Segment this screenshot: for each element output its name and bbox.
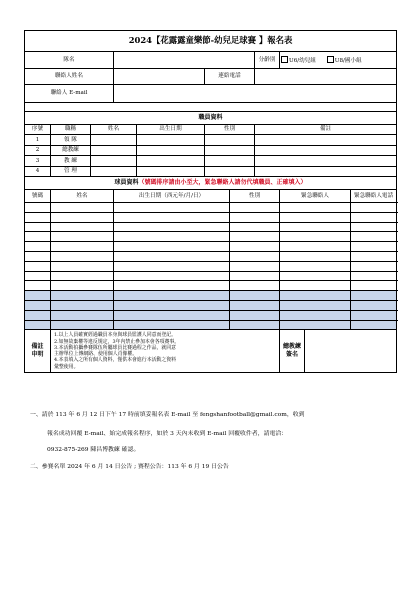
player-birth-input[interactable] bbox=[114, 203, 230, 213]
player-number-input[interactable] bbox=[25, 242, 51, 252]
player-birth-input[interactable] bbox=[114, 300, 230, 310]
staff-name-input[interactable] bbox=[91, 166, 137, 177]
player-emergency-phone-input[interactable] bbox=[351, 203, 397, 213]
staff-gender-input[interactable] bbox=[205, 156, 255, 167]
group-options bbox=[280, 52, 397, 69]
group-label: 分齡別 bbox=[255, 52, 280, 69]
player-name-input[interactable] bbox=[51, 203, 114, 213]
player-emergency-phone-input[interactable] bbox=[351, 281, 397, 291]
staff-note-input[interactable] bbox=[255, 145, 397, 156]
player-number-input[interactable] bbox=[25, 320, 51, 330]
player-birth-input[interactable] bbox=[114, 291, 230, 301]
staff-note-input[interactable] bbox=[255, 135, 397, 146]
player-emergency-phone-input[interactable] bbox=[351, 212, 397, 222]
player-birth-input[interactable] bbox=[114, 261, 230, 271]
footer-line-1: 一、請於 113 年 6 月 12 日下午 17 時前填妥報名表 E-mail 至 fengshanfootball@gmail.com，收到 bbox=[30, 412, 305, 418]
player-emergency-contact-input[interactable] bbox=[280, 261, 351, 271]
player-number-input[interactable] bbox=[25, 212, 51, 222]
form-title: 2024【花露露童樂節-幼兒足球賽 】報名表 bbox=[25, 31, 397, 52]
player-gender-input[interactable] bbox=[230, 281, 280, 291]
players-section-note: （號碼排序請由小至大，緊急聯絡人請勿代填職員、正確填入） bbox=[138, 178, 307, 186]
player-emergency-phone-input[interactable] bbox=[351, 310, 397, 320]
player-number-input[interactable] bbox=[25, 310, 51, 320]
player-name-input[interactable] bbox=[51, 242, 114, 252]
contact-phone-label: 連絡電話 bbox=[205, 68, 255, 85]
contact-name-label: 聯絡人姓名 bbox=[25, 68, 114, 85]
player-name-input[interactable] bbox=[51, 251, 114, 261]
player-emergency-phone-input[interactable] bbox=[351, 291, 397, 301]
staff-header-birth: 出生日期 bbox=[137, 125, 205, 135]
staff-section-title: 職員資料 bbox=[25, 112, 397, 125]
team-input[interactable] bbox=[114, 52, 255, 69]
player-row bbox=[25, 222, 397, 232]
staff-gender-input[interactable] bbox=[205, 166, 255, 177]
player-birth-input[interactable] bbox=[114, 222, 230, 232]
u8-checkbox[interactable] bbox=[327, 56, 334, 63]
remark-item: 1.以上人員確實經過職員本身與球員監護人同意而登記。 bbox=[54, 332, 177, 339]
staff-row-role: 總教練 bbox=[51, 145, 91, 156]
player-emergency-contact-input[interactable] bbox=[280, 232, 351, 242]
u6-option-label: U6/幼兒組 bbox=[289, 57, 316, 64]
player-emergency-phone-input[interactable] bbox=[351, 242, 397, 252]
player-gender-input[interactable] bbox=[230, 203, 280, 213]
player-birth-input[interactable] bbox=[114, 251, 230, 261]
remark-item: 3.本活動拍攝參賽隊伍所屬球員比賽過程之作品，就同意 bbox=[54, 344, 177, 351]
player-emergency-phone-input[interactable] bbox=[351, 300, 397, 310]
player-row bbox=[25, 310, 397, 320]
player-name-input[interactable] bbox=[51, 291, 114, 301]
player-birth-input[interactable] bbox=[114, 212, 230, 222]
contact-email-label: 聯絡人 E-mail bbox=[25, 85, 114, 103]
player-row bbox=[25, 271, 397, 281]
staff-row-no: 3 bbox=[25, 156, 51, 167]
player-name-input[interactable] bbox=[51, 281, 114, 291]
staff-birth-input[interactable] bbox=[137, 145, 205, 156]
player-emergency-phone-input[interactable] bbox=[351, 320, 397, 330]
player-birth-input[interactable] bbox=[114, 242, 230, 252]
staff-row-role: 領 隊 bbox=[51, 135, 91, 146]
coach-sign-line2: 簽名 bbox=[285, 351, 298, 359]
contact-email-input[interactable] bbox=[114, 85, 397, 103]
player-gender-input[interactable] bbox=[230, 320, 280, 330]
contact-name-input[interactable] bbox=[114, 68, 205, 85]
player-row bbox=[25, 281, 397, 291]
player-header-birth: 出生日期（西元年/月/日） bbox=[114, 190, 230, 203]
player-emergency-contact-input[interactable] bbox=[280, 310, 351, 320]
player-row bbox=[25, 203, 397, 213]
player-row bbox=[25, 261, 397, 271]
remark-item: 4.本表填入之所有個人資料，僅供本會進行本活動之資料 bbox=[54, 357, 177, 364]
player-emergency-contact-input[interactable] bbox=[280, 291, 351, 301]
staff-gender-input[interactable] bbox=[205, 145, 255, 156]
player-name-input[interactable] bbox=[51, 212, 114, 222]
footer-line-4: 二、參賽名單 2024 年 6 月 14 日公告 ; 賽程公告：113 年 6 月 19 日公告 bbox=[30, 464, 229, 470]
player-name-input[interactable] bbox=[51, 261, 114, 271]
player-emergency-contact-input[interactable] bbox=[280, 271, 351, 281]
player-gender-input[interactable] bbox=[230, 232, 280, 242]
player-emergency-phone-input[interactable] bbox=[351, 222, 397, 232]
staff-name-input[interactable] bbox=[91, 145, 137, 156]
staff-row bbox=[25, 156, 397, 167]
player-header-name: 姓名 bbox=[51, 190, 114, 203]
player-name-input[interactable] bbox=[51, 222, 114, 232]
player-gender-input[interactable] bbox=[230, 300, 280, 310]
registration-table bbox=[24, 30, 397, 373]
staff-note-input[interactable] bbox=[255, 166, 397, 177]
player-row bbox=[25, 212, 397, 222]
player-row bbox=[25, 291, 397, 301]
player-birth-input[interactable] bbox=[114, 310, 230, 320]
staff-row bbox=[25, 135, 397, 146]
player-name-input[interactable] bbox=[51, 320, 114, 330]
coach-sign-label bbox=[280, 330, 305, 373]
staff-row bbox=[25, 145, 397, 156]
staff-birth-input[interactable] bbox=[137, 135, 205, 146]
staff-row-no: 1 bbox=[25, 135, 51, 146]
player-emergency-contact-input[interactable] bbox=[280, 203, 351, 213]
remark-item: 主辦單位上傳網路、使用個人肖像權。 bbox=[54, 351, 138, 358]
u6-checkbox[interactable] bbox=[281, 56, 288, 63]
player-gender-input[interactable] bbox=[230, 291, 280, 301]
player-emergency-phone-input[interactable] bbox=[351, 232, 397, 242]
remarks-label-line2: 申明 bbox=[31, 351, 44, 359]
player-header-gender: 性別 bbox=[230, 190, 280, 203]
player-number-input[interactable] bbox=[25, 261, 51, 271]
player-number-input[interactable] bbox=[25, 222, 51, 232]
player-number-input[interactable] bbox=[25, 271, 51, 281]
player-emergency-contact-input[interactable] bbox=[280, 281, 351, 291]
staff-header-no: 序號 bbox=[25, 125, 51, 135]
remarks-label-line1: 備註 bbox=[31, 342, 44, 350]
player-gender-input[interactable] bbox=[230, 242, 280, 252]
player-row bbox=[25, 242, 397, 252]
player-row bbox=[25, 251, 397, 261]
player-name-input[interactable] bbox=[51, 271, 114, 281]
team-label: 隊名 bbox=[25, 52, 114, 69]
remarks-list bbox=[51, 330, 280, 373]
staff-row-no: 4 bbox=[25, 166, 51, 177]
player-emergency-phone-input[interactable] bbox=[351, 261, 397, 271]
staff-birth-input[interactable] bbox=[137, 166, 205, 177]
player-rows bbox=[25, 203, 397, 330]
staff-name-input[interactable] bbox=[91, 135, 137, 146]
player-number-input[interactable] bbox=[25, 203, 51, 213]
player-number-input[interactable] bbox=[25, 300, 51, 310]
footer-line-3: 0932-875-269 陳昌博教練 確認。 bbox=[47, 447, 140, 453]
coach-signature-field[interactable] bbox=[305, 330, 397, 373]
player-emergency-contact-input[interactable] bbox=[280, 300, 351, 310]
player-header-emergency-contact: 緊急聯絡人 bbox=[280, 190, 351, 203]
player-emergency-contact-input[interactable] bbox=[280, 320, 351, 330]
player-gender-input[interactable] bbox=[230, 310, 280, 320]
player-birth-input[interactable] bbox=[114, 281, 230, 291]
staff-row-no: 2 bbox=[25, 145, 51, 156]
player-name-input[interactable] bbox=[51, 232, 114, 242]
staff-birth-input[interactable] bbox=[137, 156, 205, 167]
staff-header-name: 姓名 bbox=[91, 125, 137, 135]
player-number-input[interactable] bbox=[25, 251, 51, 261]
player-number-input[interactable] bbox=[25, 291, 51, 301]
player-row bbox=[25, 300, 397, 310]
staff-header-note: 備註 bbox=[255, 125, 397, 135]
staff-note-input[interactable] bbox=[255, 156, 397, 167]
player-gender-input[interactable] bbox=[230, 251, 280, 261]
coach-sign-line1: 總教練 bbox=[282, 342, 301, 350]
player-gender-input[interactable] bbox=[230, 261, 280, 271]
players-section-title: 球員資料 bbox=[114, 178, 139, 186]
player-gender-input[interactable] bbox=[230, 212, 280, 222]
registration-form bbox=[24, 30, 396, 373]
player-emergency-contact-input[interactable] bbox=[280, 242, 351, 252]
staff-gender-input[interactable] bbox=[205, 135, 255, 146]
player-birth-input[interactable] bbox=[114, 232, 230, 242]
staff-row-role: 教 練 bbox=[51, 156, 91, 167]
player-number-input[interactable] bbox=[25, 281, 51, 291]
player-emergency-contact-input[interactable] bbox=[280, 212, 351, 222]
remark-item: 2.如無故棄權等違反規定，3年內禁止參加本會各項賽事。 bbox=[54, 338, 180, 345]
player-birth-input[interactable] bbox=[114, 271, 230, 281]
contact-phone-input[interactable] bbox=[255, 68, 397, 85]
staff-header-gender: 性別 bbox=[205, 125, 255, 135]
player-row bbox=[25, 320, 397, 330]
staff-row-role: 管 理 bbox=[51, 166, 91, 177]
footer-line-2: 報名成功回覆 E-mail、始完成報名程序，如於 3 天內未收到 E-mail 回覆收件者，請電洽： bbox=[47, 431, 288, 437]
player-header-no: 號碼 bbox=[25, 190, 51, 203]
player-name-input[interactable] bbox=[51, 300, 114, 310]
player-emergency-contact-input[interactable] bbox=[280, 251, 351, 261]
player-row bbox=[25, 232, 397, 242]
player-birth-input[interactable] bbox=[114, 320, 230, 330]
staff-row bbox=[25, 166, 397, 177]
player-emergency-phone-input[interactable] bbox=[351, 271, 397, 281]
player-emergency-phone-input[interactable] bbox=[351, 251, 397, 261]
player-name-input[interactable] bbox=[51, 310, 114, 320]
player-emergency-contact-input[interactable] bbox=[280, 222, 351, 232]
u8-option-label: U8/國小組 bbox=[334, 57, 362, 64]
player-gender-input[interactable] bbox=[230, 271, 280, 281]
staff-header-role: 職稱 bbox=[51, 125, 91, 135]
player-number-input[interactable] bbox=[25, 232, 51, 242]
player-gender-input[interactable] bbox=[230, 222, 280, 232]
players-section-heading bbox=[25, 177, 397, 190]
remark-item: 彙整使用。 bbox=[54, 363, 79, 370]
remarks-label bbox=[25, 330, 51, 373]
player-header-emergency-phone: 緊急聯絡人電話 bbox=[351, 190, 397, 203]
staff-name-input[interactable] bbox=[91, 156, 137, 167]
